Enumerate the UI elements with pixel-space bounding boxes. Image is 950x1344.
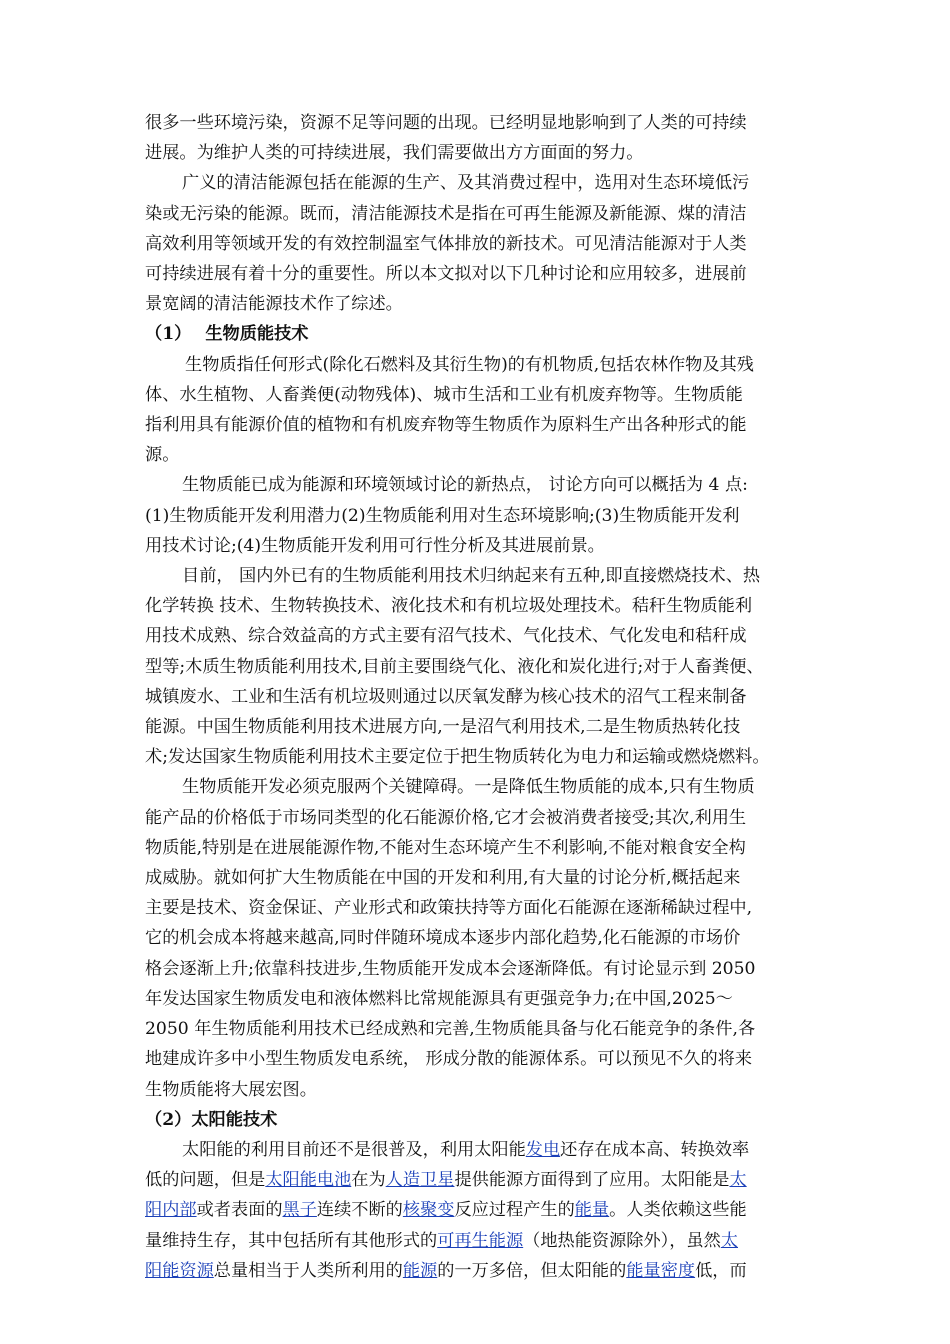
text-line: 生物质能已成为能源和环境领域讨论的新热点， 讨论方向可以概括为 4 点: [182, 475, 748, 496]
text-line: 主要是技术、资金保证、产业形式和政策扶持等方面化石能源在逐渐稀缺过程中, [145, 898, 753, 919]
link-nuclear-fusion[interactable]: 核聚变 [402, 1200, 455, 1221]
text-line: 可持续进展有着十分的重要性。所以本文拟对以下几种讨论和应用较多，进展前 [145, 264, 747, 285]
text-line: 成威胁。就如何扩大生物质能在中国的开发和利用,有大量的讨论分析,概括起来 [145, 868, 741, 889]
text-run: 或者表面的 [196, 1200, 283, 1221]
text-line: 广义的清洁能源包括在能源的生产、及其消费过程中，选用对生态环境低污 [182, 173, 750, 194]
document-page [145, 108, 835, 1286]
section-number: （1） [145, 324, 192, 345]
text-line: 能产品的价格低于市场同类型的化石能源价格,它才会被消费者接受;其次,利用生 [145, 807, 747, 828]
text-line: 目前， 国内外已有的生物质能利用技术归纳起来有五种,即直接燃烧技术、热 [182, 566, 761, 587]
link-sun-interior[interactable]: 阳内部 [145, 1200, 197, 1221]
text-run: 。人类依赖这些能 [609, 1200, 747, 1221]
text-run: 反应过程产生的 [454, 1200, 575, 1221]
link-solar-resources[interactable]: 阳能资源 [145, 1260, 214, 1281]
text-line: 术;发达国家生物质能利用技术主要定位于把生物质转化为电力和运输或燃烧燃料。 [145, 747, 770, 768]
link-energy-density[interactable]: 能量密度 [626, 1260, 696, 1281]
text-line: 年发达国家生物质发电和液体燃料比常规能源具有更强竞争力;在中国,2025～ [145, 988, 733, 1009]
text-line [145, 1135, 835, 1165]
text-line: 高效利用等领域开发的有效控制温室气体排放的新技术。可见清洁能源对于人类 [145, 233, 747, 254]
link-energy[interactable]: 能量 [574, 1200, 610, 1221]
text-line: 它的机会成本将越来越高,同时伴随环境成本逐步内部化趋势,化石能源的市场价 [145, 928, 741, 949]
text-run: 还存在成本高、转换效率 [560, 1139, 750, 1160]
text-run: 低，而 [695, 1260, 747, 1281]
biomass-paragraph-1 [145, 350, 835, 471]
text-run: （地热能资源除外），虽然 [523, 1230, 721, 1251]
text-line [145, 1256, 835, 1286]
text-run: 总量相当于人类所利用的 [213, 1260, 403, 1281]
link-solar-cell[interactable]: 太阳能电池 [265, 1170, 352, 1191]
biomass-paragraph-4 [145, 772, 835, 1104]
text-run: 低的问题，但是 [145, 1170, 266, 1191]
text-run: 的一万多倍，但太阳能的 [437, 1260, 627, 1281]
text-run: 量维持生存，其中包括所有其他形式的 [145, 1230, 438, 1251]
link-sun-interior[interactable]: 太 [729, 1170, 747, 1191]
section-title: 生物质能技术 [205, 324, 309, 345]
link-renewable-energy[interactable]: 可再生能源 [437, 1230, 524, 1251]
text-run: 太阳能的利用目前还不是很普及，利用太阳能 [182, 1139, 526, 1160]
solar-paragraph-1 [145, 1135, 835, 1286]
biomass-paragraph-2 [145, 470, 835, 561]
text-line [145, 1165, 835, 1195]
text-line: (1)生物质能开发利用潜力(2)生物质能利用对生态环境影响;(3)生物质能开发利 [145, 505, 740, 526]
text-line: 染或无污染的能源。既而，清洁能源技术是指在可再生能源及新能源、煤的清洁 [145, 203, 747, 224]
text-line: 体、水生植物、人畜粪便(动物残体)、城市生活和工业有机废弃物等。生物质能 [145, 384, 743, 405]
intro-paragraph-2 [145, 168, 835, 319]
text-line: 物质能,特别是在进展能源作物,不能对生态环境产生不利影响,不能对粮食安全构 [145, 837, 746, 858]
link-energy-source[interactable]: 能源 [402, 1260, 438, 1281]
text-line: 2050 年生物质能利用技术已经成熟和完善,生物质能具备与化石能竞争的条件,各 [145, 1019, 756, 1040]
text-line [145, 1195, 835, 1225]
section-heading-biomass [145, 319, 835, 349]
text-run: 提供能源方面得到了应用。太阳能是 [454, 1170, 730, 1191]
text-run: 在为 [351, 1170, 386, 1191]
section-title: 太阳能技术 [191, 1109, 278, 1130]
link-solar-resources[interactable]: 太 [720, 1230, 739, 1251]
text-line: 格会逐渐上升;依靠科技进步,生物质能开发成本会逐渐降低。有讨论显示到 2050 [145, 958, 756, 979]
text-line: 用技术讨论;(4)生物质能开发利用可行性分析及其进展前景。 [145, 535, 605, 556]
text-line: 很多一些环境污染，资源不足等问题的出现。已经明显地影响到了人类的可持续 [145, 113, 747, 133]
text-line: 城镇废水、工业和生活有机垃圾则通过以厌氧发酵为核心技术的沼气工程来制备 [145, 686, 747, 707]
link-power-generation[interactable]: 发电 [525, 1139, 561, 1160]
intro-paragraph-1 [145, 108, 835, 168]
link-artificial-satellite[interactable]: 人造卫星 [385, 1170, 455, 1191]
text-line: 能源。中国生物质能利用技术进展方向,一是沼气利用技术,二是生物质热转化技 [145, 717, 741, 738]
link-sunspot[interactable]: 黑子 [282, 1200, 317, 1221]
text-line: 生物质能将大展宏图。 [145, 1079, 317, 1100]
text-line: 生物质能开发必须克服两个关键障碍。一是降低生物质能的成本,只有生物质 [182, 777, 755, 798]
text-line: 指利用具有能源价值的植物和有机废弃物等生物质作为原料生产出各种形式的能 [145, 415, 747, 436]
section-number: （2） [145, 1109, 192, 1130]
text-line: 化学转换 技术、生物转换技术、液化技术和有机垃圾处理技术。秸秆生物质能利 [145, 596, 753, 617]
text-line: 景宽阔的清洁能源技术作了综述。 [145, 294, 403, 315]
text-line [145, 1226, 835, 1256]
text-line: 进展。为维护人类的可持续进展，我们需要做出方方面面的努力。 [145, 143, 644, 164]
text-line: 生物质指任何形式(除化石燃料及其衍生物)的有机物质,包括农林作物及其残 [185, 354, 754, 375]
text-line: 型等;木质生物质能利用技术,目前主要围绕气化、液化和炭化进行;对于人畜粪便、 [145, 656, 764, 677]
text-line: 源。 [145, 445, 180, 466]
text-line: 地建成许多中小型生物质发电系统， 形成分散的能源体系。可以预见不久的将来 [145, 1049, 753, 1070]
text-run: 连续不断的 [316, 1200, 403, 1221]
text-line: 用技术成熟、综合效益高的方式主要有沼气技术、气化技术、气化发电和秸秆成 [145, 626, 747, 647]
biomass-paragraph-3 [145, 561, 835, 772]
section-heading-solar [145, 1105, 835, 1135]
